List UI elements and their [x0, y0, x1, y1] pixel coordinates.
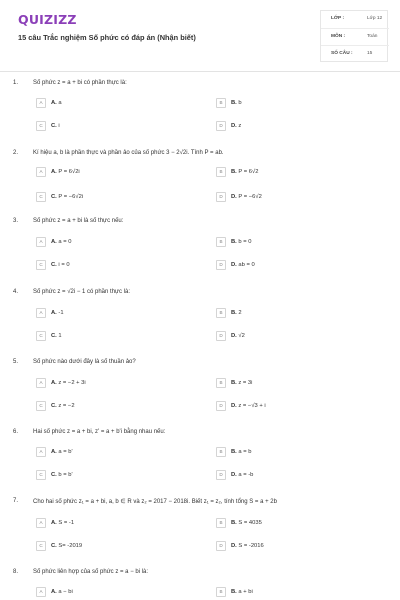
option-text: B. S = 4035 — [231, 519, 262, 526]
option-text: A. P = 6√2i — [51, 168, 80, 175]
option-letter-box: B — [216, 378, 226, 388]
option-text: C. z = −2 — [51, 402, 75, 409]
option-text: D. S = -2016 — [231, 542, 264, 549]
option-text: B. 2 — [231, 309, 242, 316]
option-letter-box: C — [36, 192, 46, 202]
option-text: B. z = 3i — [231, 379, 253, 386]
option-letter-box: D — [216, 121, 226, 131]
page-title: 15 câu Trắc nghiệm Số phức có đáp án (Nhận biết) — [18, 33, 196, 42]
option-letter-box: D — [216, 470, 226, 480]
option-text: C. i — [51, 122, 60, 129]
question-text: Cho hai số phức z₁ = a + bi, a, b ∈ R và z₂ = 2017 − 2018i. Biết z₁ = z₂, tính tổng S = a + 2b — [33, 499, 277, 505]
document-header — [0, 0, 400, 72]
option-letter-box: B — [216, 167, 226, 177]
quizizz-logo: QUIZIZZ — [18, 12, 77, 27]
option-letter-box: C — [36, 260, 46, 270]
info-row-class — [321, 11, 389, 28]
option-letter-box: A — [36, 518, 46, 528]
option-letter-box: B — [216, 447, 226, 457]
info-box — [320, 10, 388, 62]
option-letter-box: D — [216, 541, 226, 551]
option-letter-box: D — [216, 192, 226, 202]
question-text: Số phức z = a + bi là số thực nếu: — [33, 218, 124, 224]
option-letter-box: A — [36, 308, 46, 318]
option-letter-box: C — [36, 470, 46, 480]
option-text: B. b = 0 — [231, 238, 252, 245]
option-letter-box: B — [216, 237, 226, 247]
option-text: D. P = −6√2 — [231, 193, 262, 200]
option-text: C. i = 0 — [51, 261, 70, 268]
option-text: C. b = b' — [51, 471, 73, 478]
option-text: D. z — [231, 122, 242, 129]
option-letter-box: A — [36, 167, 46, 177]
question-text: Kí hiệu a, b là phần thực và phần ảo của số phức 3 − 2√2i. Tính P = ab. — [33, 150, 224, 156]
option-letter-box: B — [216, 308, 226, 318]
option-text: A. S = -1 — [51, 519, 75, 526]
question-number: 4. — [13, 289, 19, 295]
info-value: Toán — [367, 34, 378, 39]
option-letter-box: D — [216, 401, 226, 411]
question-number: 5. — [13, 359, 19, 365]
option-text: A. a — [51, 99, 62, 106]
option-text: B. a = b — [231, 448, 252, 455]
option-letter-box: A — [36, 587, 46, 597]
option-letter-box: A — [36, 98, 46, 108]
option-letter-box: B — [216, 518, 226, 528]
question-number: 3. — [13, 218, 19, 224]
info-value: Lớp 12 — [367, 16, 383, 21]
option-text: D. ab = 0 — [231, 261, 255, 268]
option-text: B. a + bi — [231, 588, 253, 595]
option-letter-box: C — [36, 401, 46, 411]
option-text: A. a = b' — [51, 448, 73, 455]
info-label: LỚP : — [331, 16, 345, 21]
option-letter-box: C — [36, 121, 46, 131]
option-letter-box: A — [36, 447, 46, 457]
option-text: D. a = -b — [231, 471, 254, 478]
info-row-count — [321, 45, 389, 62]
question-text: Số phức z = √2i − 1 có phần thực là: — [33, 289, 131, 295]
option-letter-box: D — [216, 260, 226, 270]
option-text: C. S= -2019 — [51, 542, 83, 549]
info-label: SỐ CÂU : — [331, 51, 353, 56]
option-text: C. 1 — [51, 332, 62, 339]
option-text: C. P = −6√2i — [51, 193, 84, 200]
question-number: 7. — [13, 498, 19, 504]
question-number: 2. — [13, 150, 19, 156]
question-text: Số phức liên hợp của số phức z = a − bi là: — [33, 569, 149, 575]
option-text: A. a = 0 — [51, 238, 72, 245]
option-letter-box: D — [216, 331, 226, 341]
question-text: Số phức nào dưới đây là số thuần ảo? — [33, 359, 136, 365]
option-letter-box: B — [216, 587, 226, 597]
option-letter-box: C — [36, 541, 46, 551]
option-text: A. -1 — [51, 309, 64, 316]
option-text: B. b — [231, 99, 242, 106]
info-value: 15 — [367, 51, 373, 56]
question-text: Số phức z = a + bi có phần thực là: — [33, 80, 127, 86]
question-number: 6. — [13, 429, 19, 435]
info-row-subject — [321, 28, 389, 45]
info-label: MÔN : — [331, 34, 346, 39]
option-text: D. √2 — [231, 332, 245, 339]
option-text: A. a − bi — [51, 588, 73, 595]
option-letter-box: B — [216, 98, 226, 108]
question-number: 1. — [13, 80, 19, 86]
option-letter-box: A — [36, 378, 46, 388]
option-letter-box: A — [36, 237, 46, 247]
question-number: 8. — [13, 569, 19, 575]
option-text: B. P = 6√2 — [231, 168, 259, 175]
option-letter-box: C — [36, 331, 46, 341]
question-text: Hai số phức z = a + bi, z' = a + b'i bằng nhau nếu: — [33, 429, 166, 435]
option-text: A. z = −2 + 3i — [51, 379, 86, 386]
option-text: D. z = −√3 + i — [231, 402, 266, 409]
